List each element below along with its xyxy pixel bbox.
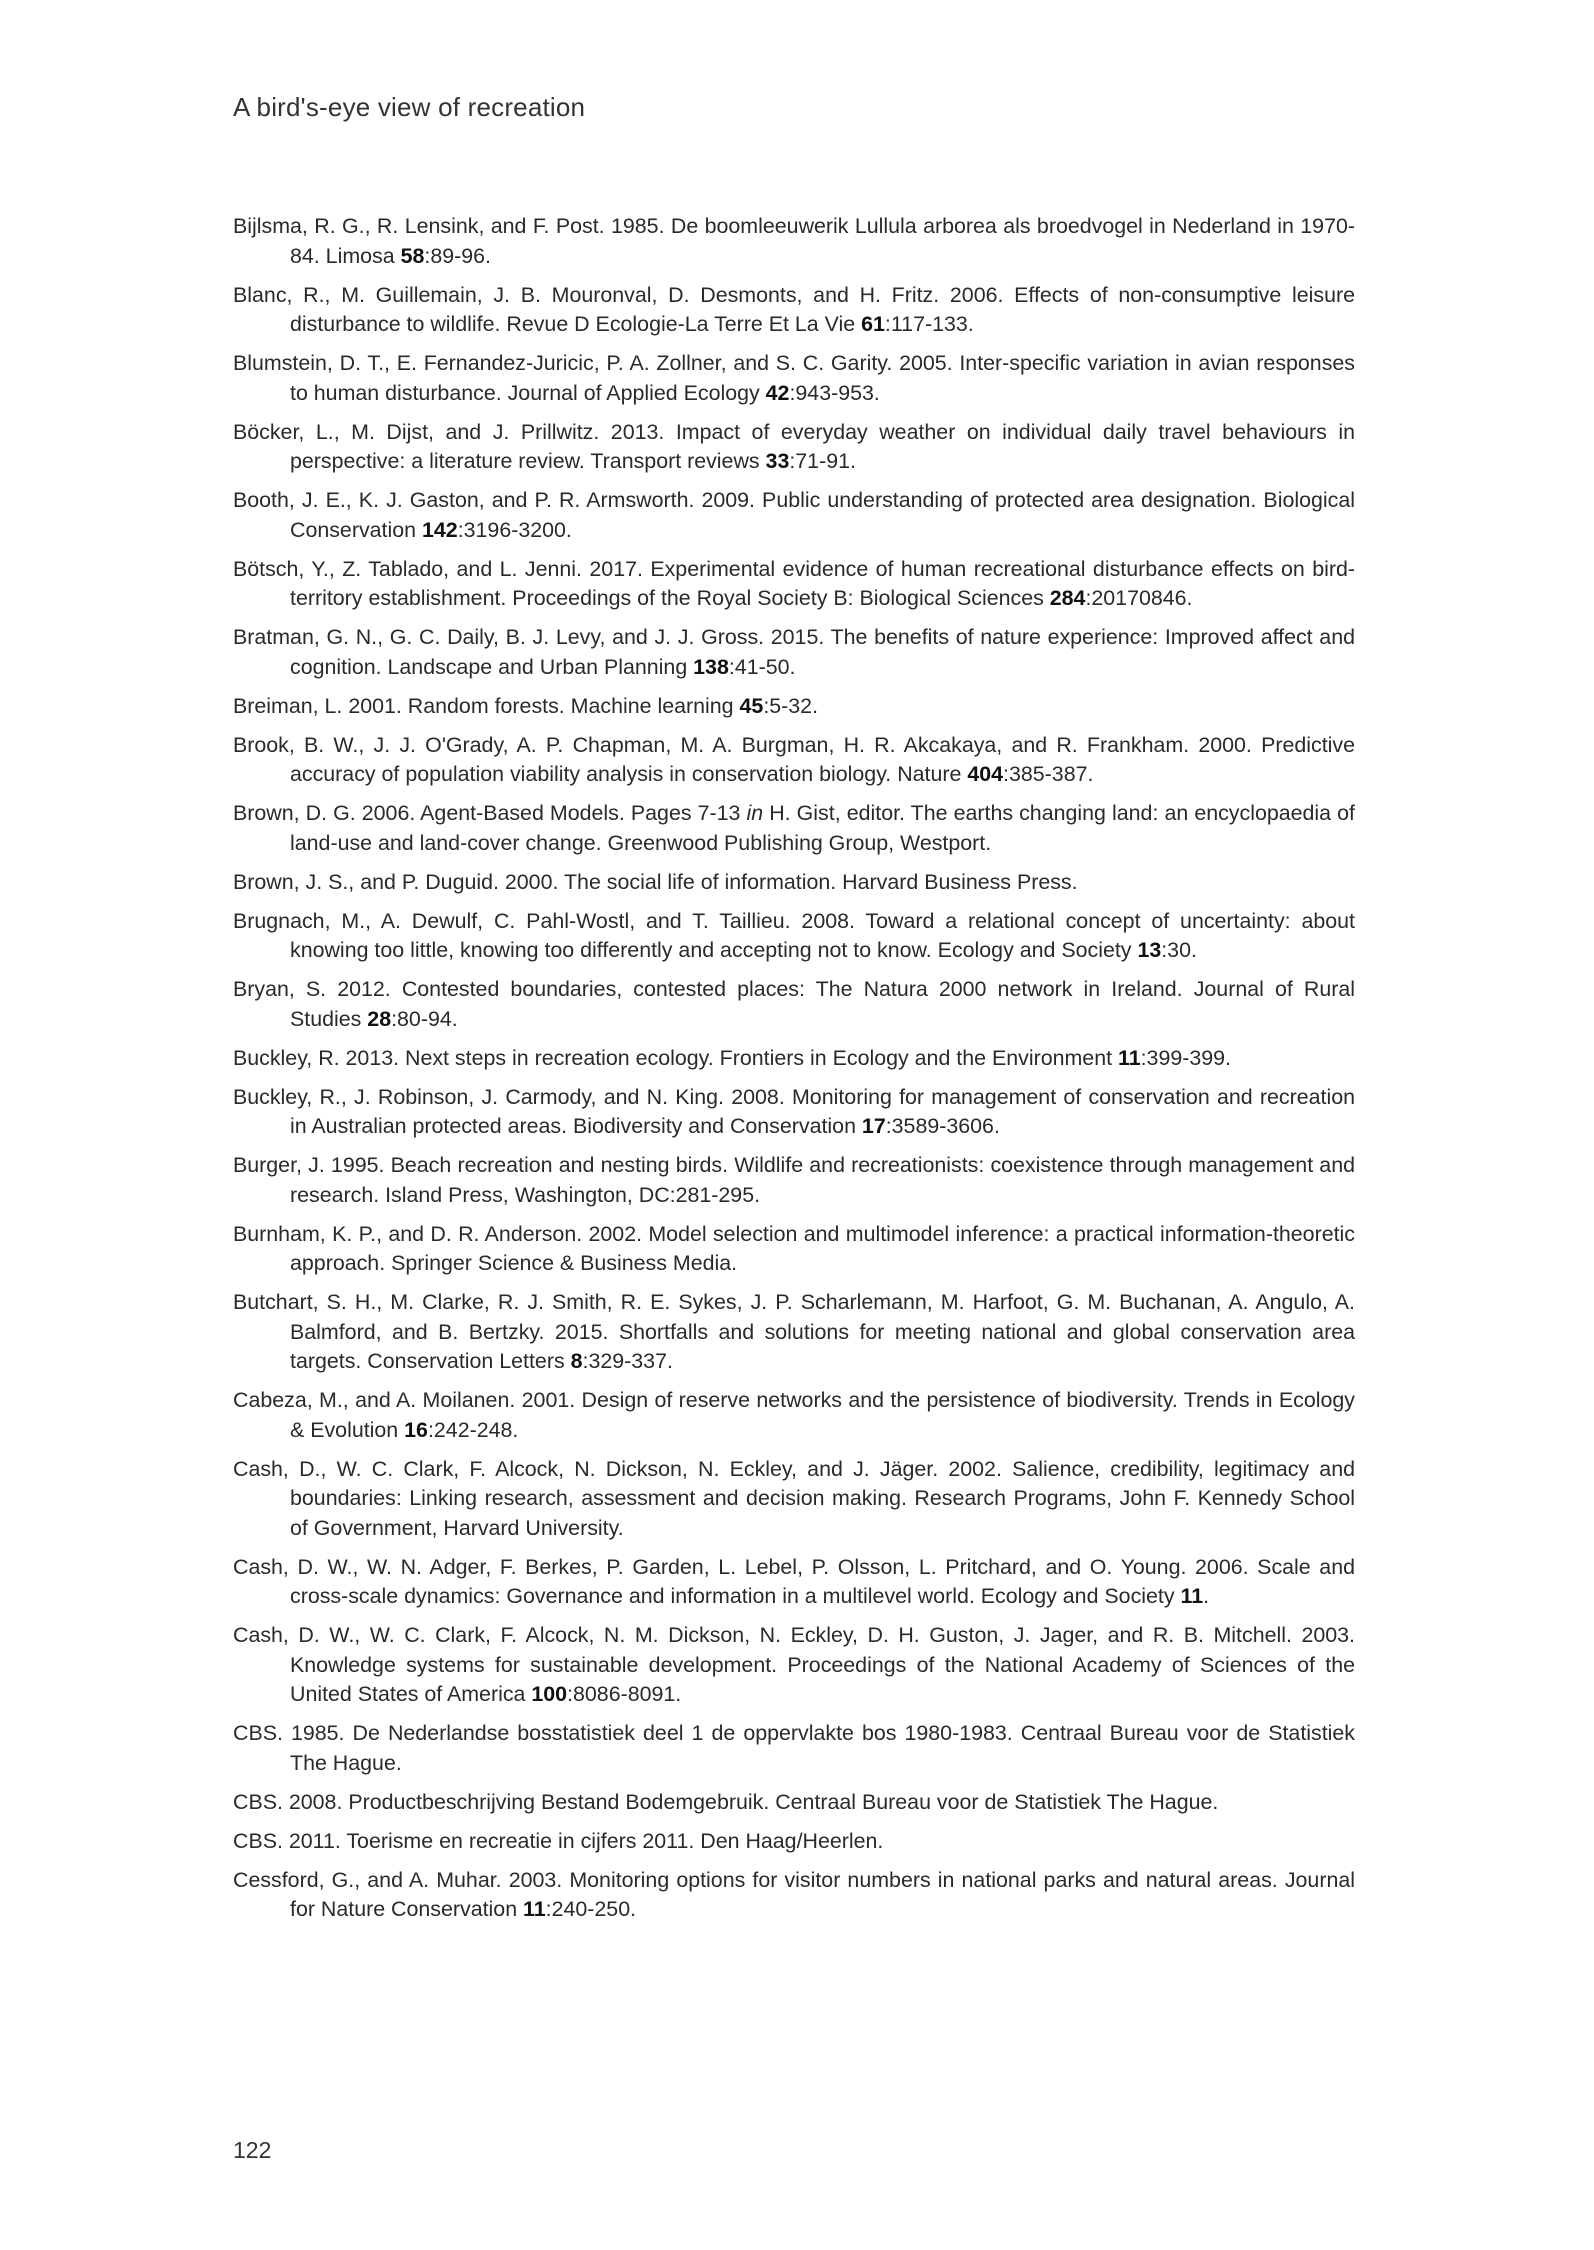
reference-volume: 17	[861, 1114, 886, 1138]
reference-pages: :3196-3200.	[457, 517, 572, 542]
reference-volume: 16	[404, 1417, 428, 1442]
reference-volume: 11	[523, 1897, 546, 1921]
reference-entry	[233, 868, 1355, 898]
reference-entry	[233, 418, 1355, 477]
reference-volume: 42	[765, 380, 790, 405]
reference-entry	[233, 907, 1355, 966]
reference-entry	[233, 281, 1355, 340]
reference-volume: 8	[570, 1349, 583, 1373]
reference-text: Brown, J. S., and P. Duguid. 2000. The social life of information. Harvard Business Press.	[233, 869, 1078, 894]
reference-volume: 142	[421, 517, 458, 542]
reference-volume: 404	[967, 762, 1004, 786]
reference-pages: :3589-3606.	[885, 1114, 1000, 1138]
reference-pages: :240-250.	[545, 1897, 637, 1921]
reference-text: Cabeza, M., and A. Moilanen. 2001. Design of reserve networks and the persistence of biodiversity. Trends in Ecology & Evolution	[233, 1388, 1355, 1442]
reference-entry	[233, 975, 1355, 1034]
reference-text: Bratman, G. N., G. C. Daily, B. J. Levy, and J. J. Gross. 2015. The benefits of nature experience: Improved affect and cognition. Landscape and Urban Planning	[233, 625, 1355, 679]
reference-entry	[233, 349, 1355, 408]
reference-pages: :399-399.	[1140, 1045, 1231, 1070]
reference-entry	[233, 623, 1355, 682]
reference-entry	[233, 1386, 1355, 1445]
reference-pages: :41-50.	[728, 654, 796, 679]
reference-volume: 138	[693, 654, 729, 679]
reference-volume: 11	[1180, 1584, 1204, 1608]
reference-text: Cessford, G., and A. Muhar. 2003. Monitoring options for visitor numbers in national parks and natural areas. Journal for Nature Conservation	[233, 1867, 1355, 1921]
reference-text: Burnham, K. P., and D. R. Anderson. 2002. Model selection and multimodel inference: a practical information-theoretic approach. Springer Science & Business Media.	[233, 1221, 1355, 1275]
reference-volume: 13	[1137, 938, 1162, 962]
reference-entry	[233, 555, 1355, 614]
reference-text: Bryan, S. 2012. Contested boundaries, contested places: The Natura 2000 network in Ireland. Journal of Rural Studies	[233, 977, 1355, 1031]
reference-text: Bötsch, Y., Z. Tablado, and L. Jenni. 2017. Experimental evidence of human recreational disturbance effects on bird-territory establishment. Proceedings of the Royal Society B: Biological Sciences	[233, 556, 1355, 610]
reference-pages: :8086-8091.	[567, 1682, 682, 1706]
reference-text: Blanc, R., M. Guillemain, J. B. Mouronval, D. Desmonts, and H. Fritz. 2006. Effects of non-consumptive leisure disturbance to wildlife. Revue D Ecologie-La Terre Et La Vie	[233, 282, 1355, 336]
reference-volume: 61	[861, 312, 885, 336]
reference-text: Buckley, R. 2013. Next steps in recreation ecology. Frontiers in Ecology and the Environment	[233, 1045, 1118, 1070]
reference-pages: :89-96.	[424, 243, 491, 268]
running-header: A bird's-eye view of recreation	[233, 92, 586, 122]
reference-pages: :20170846.	[1085, 586, 1193, 610]
reference-pages: :329-337.	[582, 1349, 673, 1373]
reference-text: Cash, D. W., W. C. Clark, F. Alcock, N. M. Dickson, N. Eckley, D. H. Guston, J. Jager, and R. B. Mitchell. 2003. Knowledge systems for sustainable development. Proceedings of the National Academy of Sciences of the United States of America	[233, 1623, 1355, 1706]
reference-text: Butchart, S. H., M. Clarke, R. J. Smith, R. E. Sykes, J. P. Scharlemann, M. Harfoot, G. M. Buchanan, A. Angulo, A. Balmford, and B. Bertzky. 2015. Shortfalls and solutions for meeting national and global conservation area targets. Conservation Letters	[233, 1290, 1355, 1373]
reference-text: Booth, J. E., K. J. Gaston, and P. R. Armsworth. 2009. Public understanding of protected area designation. Biological Conservation	[233, 488, 1355, 542]
reference-pages: :385-387.	[1003, 762, 1094, 786]
reference-volume: 284	[1049, 586, 1086, 610]
reference-volume: 28	[367, 1006, 392, 1031]
reference-entry	[233, 1827, 1355, 1857]
reference-volume: 58	[400, 243, 425, 268]
reference-text: Blumstein, D. T., E. Fernandez-Juricic, P. A. Zollner, and S. C. Garity. 2005. Inter-specific variation in avian responses to human disturbance. Journal of Applied Ecology	[233, 351, 1355, 405]
reference-entry	[233, 1788, 1355, 1818]
reference-entry	[233, 692, 1355, 722]
reference-text: Breiman, L. 2001. Random forests. Machine learning	[233, 693, 740, 718]
reference-text: CBS. 2008. Productbeschrijving Bestand Bodemgebruik. Centraal Bureau voor de Statistiek The Hague.	[233, 1789, 1219, 1814]
reference-pages: :943-953.	[789, 380, 880, 405]
reference-entry	[233, 1455, 1355, 1544]
reference-entry	[233, 1866, 1355, 1925]
reference-volume: 45	[739, 693, 764, 718]
page-number: 122	[233, 2137, 272, 2163]
reference-text: CBS. 1985. De Nederlandse bosstatistiek deel 1 de oppervlakte bos 1980-1983. Centraal Bureau voor de Statistiek The Hague.	[233, 1721, 1355, 1775]
reference-volume: 11	[1117, 1045, 1141, 1070]
reference-entry	[233, 1044, 1355, 1074]
reference-text: Brook, B. W., J. J. O'Grady, A. P. Chapman, M. A. Burgman, H. R. Akcakaya, and R. Frankham. 2000. Predictive accuracy of population viability analysis in conservation biology. Nature	[233, 732, 1355, 786]
reference-text: CBS. 2011. Toerisme en recreatie in cijfers 2011. Den Haag/Heerlen.	[233, 1828, 884, 1853]
reference-text: H. Gist, editor. The earths changing land: an encyclopaedia of land-use and land-cover change. Greenwood Publishing Group, Westport.	[290, 801, 1355, 855]
reference-entry	[233, 799, 1355, 858]
reference-pages: :71-91.	[789, 449, 856, 473]
reference-entry	[233, 1220, 1355, 1279]
reference-entry	[233, 731, 1355, 790]
reference-text: Burger, J. 1995. Beach recreation and nesting birds. Wildlife and recreationists: coexistence through management and research. Island Press, Washington, DC:281-295.	[233, 1153, 1355, 1207]
reference-text: Brown, D. G. 2006. Agent-Based Models. Pages 7-13	[233, 801, 747, 825]
reference-pages: :30.	[1161, 938, 1197, 962]
reference-volume: 33	[765, 449, 790, 473]
reference-text: Bijlsma, R. G., R. Lensink, and F. Post. 1985. De boomleeuwerik Lullula arborea als broedvogel in Nederland in 1970-84. Limosa	[233, 214, 1355, 268]
reference-entry	[233, 1553, 1355, 1612]
reference-pages: .	[1203, 1584, 1210, 1608]
reference-text: Cash, D., W. C. Clark, F. Alcock, N. Dickson, N. Eckley, and J. Jäger. 2002. Salience, credibility, legitimacy and boundaries: Linking research, assessment and decision making. Research Programs, John F. Kennedy School of Government, Harvard University.	[233, 1456, 1355, 1540]
reference-entry	[233, 1621, 1355, 1710]
reference-pages: :5-32.	[763, 693, 819, 718]
reference-entry	[233, 1083, 1355, 1142]
reference-entry	[233, 1151, 1355, 1210]
reference-text: Buckley, R., J. Robinson, J. Carmody, and N. King. 2008. Monitoring for management of conservation and recreation in Australian protected areas. Biodiversity and Conservation	[233, 1084, 1355, 1138]
reference-entry	[233, 212, 1355, 271]
reference-list	[233, 212, 1355, 1934]
reference-pages: :80-94.	[391, 1006, 458, 1031]
reference-volume: 100	[531, 1682, 568, 1706]
reference-entry	[233, 1719, 1355, 1778]
reference-text: Böcker, L., M. Dijst, and J. Prillwitz. 2013. Impact of everyday weather on individual daily travel behaviours in perspective: a literature review. Transport reviews	[233, 419, 1355, 473]
reference-pages: :117-133.	[884, 312, 974, 336]
reference-entry	[233, 486, 1355, 545]
reference-text: Brugnach, M., A. Dewulf, C. Pahl-Wostl, and T. Taillieu. 2008. Toward a relational concept of uncertainty: about knowing too little, knowing too differently and accepting not to know. Ecology and Society	[233, 908, 1355, 962]
reference-entry	[233, 1288, 1355, 1377]
reference-pages: :242-248.	[427, 1417, 519, 1442]
reference-italic: in	[746, 801, 764, 825]
reference-text: Cash, D. W., W. N. Adger, F. Berkes, P. Garden, L. Lebel, P. Olsson, L. Pritchard, and O. Young. 2006. Scale and cross-scale dynamics: Governance and information in a multilevel world. Ecology and Society	[233, 1554, 1355, 1608]
